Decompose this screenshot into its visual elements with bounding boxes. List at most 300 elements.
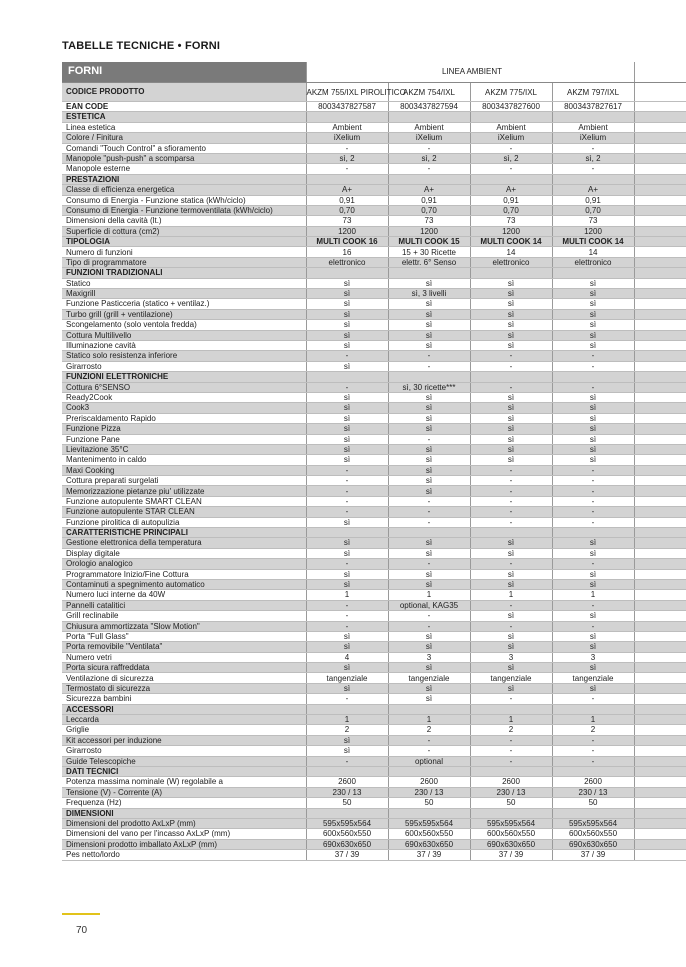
empty-cell (634, 424, 686, 434)
cell-value: sì (470, 611, 552, 621)
cell-value (552, 528, 634, 538)
table-row (62, 590, 686, 600)
cell-value: - (470, 382, 552, 392)
cell-value: sì (552, 611, 634, 621)
cell-value: - (388, 496, 470, 506)
cell-value: sì (552, 392, 634, 402)
cell-value: 2 (388, 725, 470, 735)
cell-value: sì (388, 403, 470, 413)
cell-value: 14 (470, 247, 552, 257)
row-label: Funzione Pasticceria (statico + ventilaz.) (62, 299, 306, 309)
row-label: Display digitale (62, 548, 306, 558)
empty-cell (634, 247, 686, 257)
cell-value: 14 (552, 247, 634, 257)
table-row (62, 309, 686, 319)
row-label: Girarrosto (62, 361, 306, 371)
cell-value: MULTI COOK 14 (552, 237, 634, 247)
cell-value: sì (552, 299, 634, 309)
cell-value: - (306, 694, 388, 704)
cell-value (552, 112, 634, 122)
row-label: EAN CODE (62, 102, 306, 112)
cell-value: sì (306, 548, 388, 558)
empty-cell (634, 829, 686, 839)
table-row (62, 216, 686, 226)
row-label: DATI TECNICI (62, 767, 306, 777)
cell-value: sì, 2 (552, 153, 634, 163)
empty-cell (634, 413, 686, 423)
empty-cell (634, 444, 686, 454)
row-label: Sicurezza bambini (62, 694, 306, 704)
cell-value (470, 808, 552, 818)
section-row (62, 528, 686, 538)
cell-value: 230 / 13 (306, 787, 388, 797)
cell-value (306, 268, 388, 278)
cell-value: sì (306, 330, 388, 340)
cell-value: sì (306, 434, 388, 444)
empty-cell (634, 351, 686, 361)
empty-cell (634, 372, 686, 382)
table-row (62, 631, 686, 641)
empty-cell (634, 694, 686, 704)
empty-cell (634, 403, 686, 413)
cell-value: 0,70 (552, 205, 634, 215)
table-row (62, 548, 686, 558)
table-row (62, 122, 686, 132)
cell-value: sì, 30 ricette*** (388, 382, 470, 392)
row-label: Cottura 6°SENSO (62, 382, 306, 392)
cell-value (552, 268, 634, 278)
cell-value: sì (470, 642, 552, 652)
cell-value: sì (470, 579, 552, 589)
empty-cell (634, 143, 686, 153)
table-row (62, 83, 686, 102)
cell-value: 2 (306, 725, 388, 735)
cell-value: sì (552, 663, 634, 673)
cell-value: sì (470, 413, 552, 423)
cell-value: sì (388, 683, 470, 693)
cell-value (388, 174, 470, 184)
cell-value: - (470, 756, 552, 766)
cell-value: optional (388, 756, 470, 766)
row-label: Illuminazione cavità (62, 340, 306, 350)
cell-value (388, 704, 470, 714)
row-label: Dimensioni del prodotto AxLxP (mm) (62, 818, 306, 828)
cell-value: 595x595x564 (552, 818, 634, 828)
cell-value: - (470, 559, 552, 569)
cell-value: - (552, 694, 634, 704)
table-row (62, 382, 686, 392)
table-row (62, 652, 686, 662)
empty-cell (634, 808, 686, 818)
table-row (62, 746, 686, 756)
cell-value: - (306, 559, 388, 569)
cell-value: - (306, 756, 388, 766)
cell-value: AKZM 775/IXL (470, 83, 552, 102)
cell-value: - (470, 164, 552, 174)
table-row (62, 600, 686, 610)
cell-value: 37 / 39 (552, 850, 634, 860)
cell-value (388, 767, 470, 777)
row-label: ACCESSORI (62, 704, 306, 714)
cell-value: tangenziale (552, 673, 634, 683)
cell-value: sì (388, 444, 470, 454)
cell-value: sì (306, 569, 388, 579)
cell-value: 1 (470, 715, 552, 725)
empty-cell (634, 465, 686, 475)
cell-value: 37 / 39 (470, 850, 552, 860)
cell-value: 595x595x564 (388, 818, 470, 828)
cell-value: AKZM 754/IXL (388, 83, 470, 102)
table-row (62, 403, 686, 413)
cell-value: 2600 (306, 777, 388, 787)
cell-value: 1 (388, 715, 470, 725)
row-label: Porta "Full Glass" (62, 631, 306, 641)
empty-cell (634, 631, 686, 641)
row-label: Porta removibile "Ventilata" (62, 642, 306, 652)
empty-cell (634, 579, 686, 589)
empty-cell (634, 850, 686, 860)
cell-value: sì (388, 465, 470, 475)
cell-value: sì (306, 403, 388, 413)
cell-value (470, 174, 552, 184)
cell-value: 1 (552, 715, 634, 725)
cell-value: - (470, 621, 552, 631)
row-label: Funzione pirolitica di autopulizia (62, 517, 306, 527)
cell-value: - (552, 486, 634, 496)
empty-cell (634, 787, 686, 797)
empty-cell (634, 226, 686, 236)
empty-cell (634, 777, 686, 787)
cell-value: sì (388, 538, 470, 548)
cell-value: - (470, 694, 552, 704)
cell-value: sì (552, 538, 634, 548)
cell-value: sì (552, 403, 634, 413)
cell-value: 3 (388, 652, 470, 662)
row-label: Tensione (V) - Corrente (A) (62, 787, 306, 797)
section-row (62, 372, 686, 382)
empty-cell (634, 767, 686, 777)
row-label: Cottura Multilivello (62, 330, 306, 340)
cell-value: 0,70 (470, 205, 552, 215)
cell-value: MULTI COOK 15 (388, 237, 470, 247)
cell-value: sì (552, 424, 634, 434)
table-row (62, 465, 686, 475)
cell-value: sì (470, 434, 552, 444)
cell-value: - (552, 559, 634, 569)
table-row (62, 642, 686, 652)
table-row (62, 434, 686, 444)
cell-value: sì (470, 424, 552, 434)
row-label: Superficie di cottura (cm2) (62, 226, 306, 236)
cell-value: 2600 (552, 777, 634, 787)
cell-value (306, 174, 388, 184)
table-row (62, 621, 686, 631)
cell-value: sì (552, 683, 634, 693)
cell-value: 37 / 39 (306, 850, 388, 860)
section-row (62, 808, 686, 818)
empty-cell (634, 382, 686, 392)
cell-value: 4 (306, 652, 388, 662)
empty-cell (634, 237, 686, 247)
empty-cell (634, 600, 686, 610)
table-row (62, 153, 686, 163)
empty-cell (634, 746, 686, 756)
row-label: PRESTAZIONI (62, 174, 306, 184)
cell-value: 1200 (388, 226, 470, 236)
empty-cell (634, 62, 686, 83)
row-label: Pes netto/lordo (62, 850, 306, 860)
table-row (62, 455, 686, 465)
table-row (62, 798, 686, 808)
cell-value: 50 (388, 798, 470, 808)
cell-value: sì (552, 434, 634, 444)
row-label: FUNZIONI ELETTRONICHE (62, 372, 306, 382)
cell-value: 600x560x550 (388, 829, 470, 839)
cell-value: sì (388, 413, 470, 423)
row-label: Dimensioni della cavità (lt.) (62, 216, 306, 226)
cell-value: sì (306, 361, 388, 371)
table-row (62, 486, 686, 496)
cell-value: - (306, 143, 388, 153)
empty-cell (634, 704, 686, 714)
table-row (62, 663, 686, 673)
section-row (62, 112, 686, 122)
cell-value: 690x630x650 (306, 839, 388, 849)
cell-value (470, 112, 552, 122)
cell-value: sì (470, 320, 552, 330)
cell-value: - (552, 164, 634, 174)
row-label: CODICE PRODOTTO (62, 83, 306, 102)
row-label: Kit accessori per induzione (62, 735, 306, 745)
cell-value: - (470, 517, 552, 527)
cell-value: 50 (470, 798, 552, 808)
row-label: Numero vetri (62, 652, 306, 662)
cell-value (470, 372, 552, 382)
cell-value: - (388, 164, 470, 174)
row-label: Maxi Cooking (62, 465, 306, 475)
cell-value: sì (552, 320, 634, 330)
cell-value: sì (552, 631, 634, 641)
row-label: Numero di funzioni (62, 247, 306, 257)
empty-cell (634, 725, 686, 735)
table-row (62, 496, 686, 506)
cell-value: sì (306, 320, 388, 330)
empty-cell (634, 216, 686, 226)
empty-cell (634, 185, 686, 195)
cell-value: 8003437827587 (306, 102, 388, 112)
row-label: Dimensioni del vano per l'incasso AxLxP (mm) (62, 829, 306, 839)
cell-value: - (306, 496, 388, 506)
cell-value (552, 174, 634, 184)
row-label: Manopole "push-push" a scomparsa (62, 153, 306, 163)
row-label: ESTETICA (62, 112, 306, 122)
cell-value: sì (388, 579, 470, 589)
empty-cell (634, 569, 686, 579)
empty-cell (634, 434, 686, 444)
cell-value (306, 112, 388, 122)
cell-value: - (388, 434, 470, 444)
cell-value: 1200 (306, 226, 388, 236)
cell-value (306, 767, 388, 777)
cell-value: - (388, 621, 470, 631)
table-row (62, 715, 686, 725)
empty-cell (634, 507, 686, 517)
cell-value (470, 704, 552, 714)
row-label: Cottura preparati surgelati (62, 476, 306, 486)
empty-cell (634, 642, 686, 652)
cell-value: 3 (470, 652, 552, 662)
empty-cell (634, 392, 686, 402)
table-row (62, 611, 686, 621)
cell-value: 8003437827594 (388, 102, 470, 112)
cell-value: optional, KAG35 (388, 600, 470, 610)
cell-value: 600x560x550 (306, 829, 388, 839)
table-row (62, 195, 686, 205)
cell-value: - (388, 361, 470, 371)
table-row (62, 569, 686, 579)
cell-value: - (470, 486, 552, 496)
cell-value: - (552, 361, 634, 371)
cell-value: sì (470, 683, 552, 693)
table-header-row (62, 62, 686, 83)
empty-cell (634, 652, 686, 662)
cell-value: sì (470, 403, 552, 413)
cell-value: iXelium (306, 133, 388, 143)
row-label: Numero luci interne da 40W (62, 590, 306, 600)
cell-value: - (306, 600, 388, 610)
cell-value: - (470, 465, 552, 475)
cell-value: - (306, 621, 388, 631)
cell-value: - (388, 611, 470, 621)
table-row (62, 133, 686, 143)
cell-value: sì (470, 278, 552, 288)
cell-value: - (470, 507, 552, 517)
cell-value: sì (306, 642, 388, 652)
empty-cell (634, 257, 686, 267)
cell-value: sì (388, 340, 470, 350)
cell-value: 2600 (470, 777, 552, 787)
section-row (62, 174, 686, 184)
cell-value: - (552, 756, 634, 766)
page-accent-bar (62, 913, 100, 915)
cell-value: sì (470, 444, 552, 454)
table-row (62, 673, 686, 683)
cell-value: - (552, 507, 634, 517)
table-row (62, 507, 686, 517)
table-row (62, 413, 686, 423)
cell-value: elettronico (306, 257, 388, 267)
cell-value: elettronico (552, 257, 634, 267)
table-row (62, 257, 686, 267)
cell-value: 0,70 (306, 205, 388, 215)
row-label: Pannelli catalitici (62, 600, 306, 610)
table-row (62, 320, 686, 330)
empty-cell (634, 268, 686, 278)
row-label: Griglie (62, 725, 306, 735)
cell-value: - (552, 351, 634, 361)
cell-value (552, 704, 634, 714)
row-label: FUNZIONI TRADIZIONALI (62, 268, 306, 278)
cell-value: - (306, 351, 388, 361)
row-label: CARATTERISTICHE PRINCIPALI (62, 528, 306, 538)
cell-value: sì (388, 486, 470, 496)
empty-cell (634, 278, 686, 288)
empty-cell (634, 528, 686, 538)
empty-cell (634, 496, 686, 506)
cell-value: 0,91 (470, 195, 552, 205)
table-row (62, 683, 686, 693)
row-label: Linea estetica (62, 122, 306, 132)
empty-cell (634, 133, 686, 143)
cell-value: sì (306, 538, 388, 548)
cell-value: 595x595x564 (470, 818, 552, 828)
section-row (62, 237, 686, 247)
cell-value: sì (552, 309, 634, 319)
empty-cell (634, 548, 686, 558)
cell-value: 8003437827617 (552, 102, 634, 112)
cell-value: sì (552, 413, 634, 423)
row-label: Preriscaldamento Rapido (62, 413, 306, 423)
section-row (62, 767, 686, 777)
empty-cell (634, 798, 686, 808)
table-row (62, 829, 686, 839)
cell-value: iXelium (552, 133, 634, 143)
empty-cell (634, 818, 686, 828)
cell-value: MULTI COOK 16 (306, 237, 388, 247)
cell-value: 15 + 30 Ricette (388, 247, 470, 257)
empty-cell (634, 299, 686, 309)
cell-value: 73 (552, 216, 634, 226)
row-label: Memorizzazione pietanze piu' utilizzate (62, 486, 306, 496)
cell-value (470, 767, 552, 777)
cell-value: sì (306, 424, 388, 434)
row-label: Grill reclinabile (62, 611, 306, 621)
cell-value: 1 (552, 590, 634, 600)
table-row (62, 205, 686, 215)
empty-cell (634, 517, 686, 527)
cell-value: sì (306, 746, 388, 756)
cell-value: sì (470, 455, 552, 465)
section-label: FORNI (62, 62, 306, 83)
cell-value: sì (552, 569, 634, 579)
cell-value (306, 372, 388, 382)
row-label: Funzione autopulente STAR CLEAN (62, 507, 306, 517)
cell-value: sì (470, 631, 552, 641)
cell-value: sì (552, 289, 634, 299)
table-row (62, 444, 686, 454)
empty-cell (634, 340, 686, 350)
cell-value: sì, 2 (306, 153, 388, 163)
row-label: Dimensioni prodotto imballato AxLxP (mm) (62, 839, 306, 849)
empty-cell (634, 164, 686, 174)
cell-value: sì (388, 320, 470, 330)
cell-value: - (306, 465, 388, 475)
empty-cell (634, 309, 686, 319)
row-label: Scongelamento (solo ventola fredda) (62, 320, 306, 330)
empty-cell (634, 735, 686, 745)
section-row (62, 268, 686, 278)
cell-value: sì (388, 424, 470, 434)
cell-value: sì (470, 299, 552, 309)
cell-value: sì (470, 309, 552, 319)
cell-value: 1200 (552, 226, 634, 236)
cell-value: sì (306, 631, 388, 641)
cell-value (388, 112, 470, 122)
cell-value (552, 372, 634, 382)
table-row (62, 517, 686, 527)
cell-value: - (470, 735, 552, 745)
cell-value: AKZM 797/IXL (552, 83, 634, 102)
